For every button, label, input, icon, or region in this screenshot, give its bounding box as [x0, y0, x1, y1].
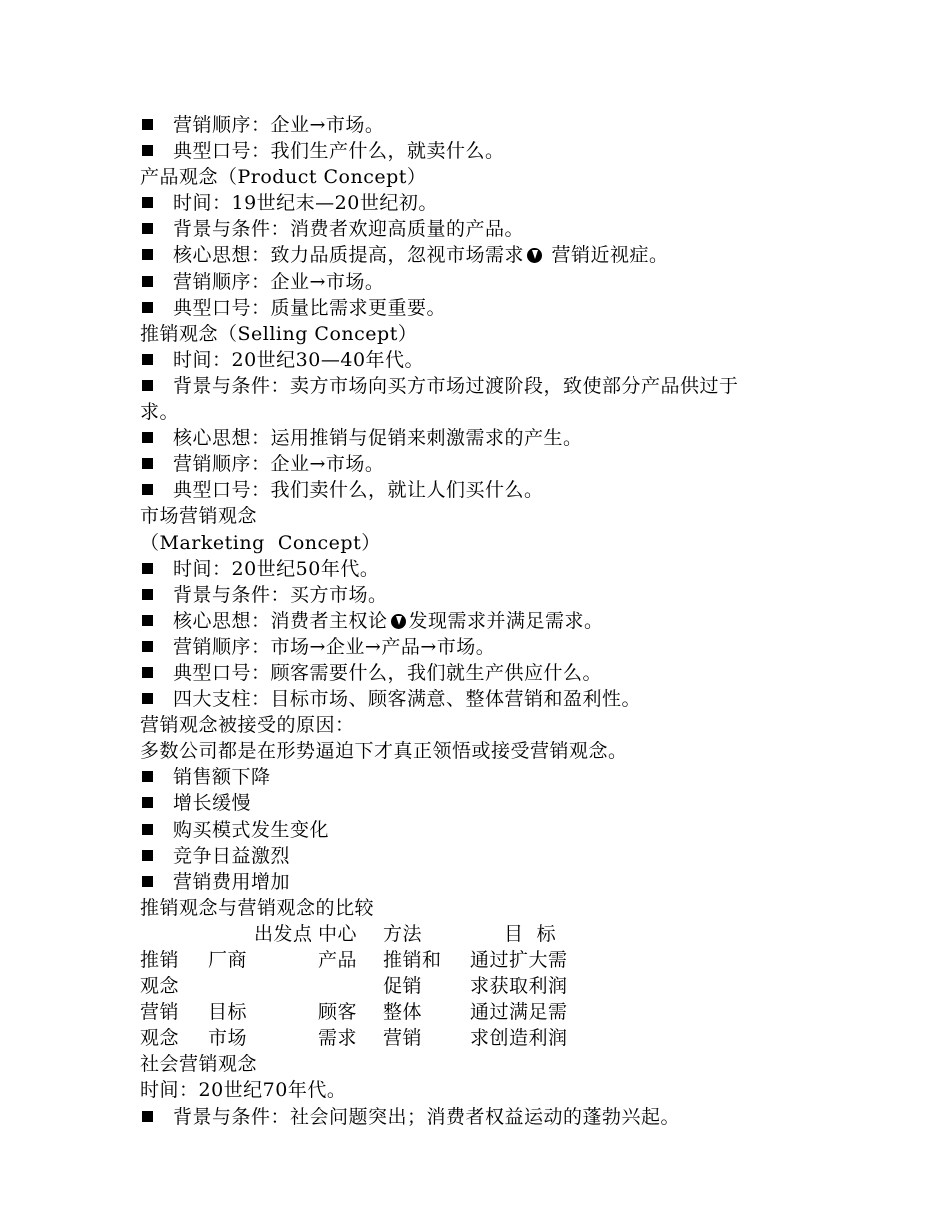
bullet-item — [140, 112, 840, 138]
text-line — [140, 1051, 840, 1077]
bullet-item — [140, 269, 840, 295]
line-text: 推销观念（Selling Concept） — [140, 322, 418, 345]
bullet-item — [140, 582, 840, 608]
down-arrow-circle-icon — [527, 248, 542, 263]
line-text: 典型口号：我们生产什么，就卖什么。 — [173, 140, 505, 163]
square-bullet-icon — [142, 249, 153, 260]
line-text: 市场营销观念 — [140, 505, 258, 528]
bullet-item — [140, 451, 840, 477]
square-bullet-icon — [142, 432, 153, 443]
bullet-item — [140, 216, 840, 242]
square-bullet-icon — [142, 693, 153, 704]
line-text: 发现需求并满足需求。 — [408, 609, 604, 632]
line-text: 营销顺序：企业→市场。 — [173, 270, 385, 293]
comparison-header-cell — [140, 921, 208, 947]
bullet-item — [140, 608, 840, 634]
line-text: 背景与条件：卖方市场向买方市场过渡阶段，致使部分产品供过于 — [173, 374, 739, 397]
square-bullet-icon — [142, 380, 153, 391]
line-text: 产品观念（Product Concept） — [140, 166, 427, 189]
line-text: 背景与条件：消费者欢迎高质量的产品。 — [173, 218, 525, 241]
comparison-cell: 顾客 — [318, 1001, 358, 1024]
bullet-item — [140, 660, 840, 686]
line-text: 核心思想：运用推销与促销来刺激需求的产生。 — [173, 427, 583, 450]
bullet-item — [140, 817, 840, 843]
square-bullet-icon — [142, 484, 153, 495]
line-continuation: 求。 — [140, 401, 180, 424]
square-bullet-icon — [142, 850, 153, 861]
line-text: 时间：19世纪末—20世纪初。 — [173, 192, 438, 215]
square-bullet-icon — [142, 667, 153, 678]
square-bullet-icon — [142, 771, 153, 782]
comparison-row — [140, 1025, 644, 1051]
bullet-item — [140, 1104, 840, 1130]
comparison-row — [140, 947, 644, 973]
line-text: 营销观念被接受的原因： — [140, 714, 355, 737]
comparison-cell: 通过扩大需 — [470, 949, 568, 971]
comparison-cell: 推销 — [140, 949, 180, 971]
square-bullet-icon — [142, 302, 153, 313]
square-bullet-icon — [142, 276, 153, 287]
square-bullet-icon — [142, 145, 153, 156]
line-text: 营销顺序：企业→市场。 — [173, 114, 385, 136]
square-bullet-icon — [142, 223, 153, 234]
square-bullet-icon — [142, 354, 153, 365]
line-text: 竞争日益激烈 — [173, 844, 291, 867]
text-line — [140, 712, 840, 738]
bullet-item — [140, 373, 840, 399]
square-bullet-icon — [142, 824, 153, 835]
text-line — [140, 1077, 840, 1103]
comparison-row — [140, 973, 644, 999]
line-text: （Marketing Concept） — [140, 531, 381, 554]
bullet-item — [140, 556, 840, 582]
tail-lines — [140, 1051, 840, 1129]
line-text: 营销顺序：企业→市场。 — [173, 453, 385, 476]
comparison-cell: 营销 — [140, 1001, 180, 1024]
comparison-cell: 促销 — [383, 975, 423, 998]
line-text: 背景与条件：买方市场。 — [173, 583, 388, 606]
comparison-cell: 求获取利润 — [470, 975, 568, 998]
line-text: 背景与条件：社会问题突出；消费者权益运动的蓬勃兴起。 — [173, 1105, 681, 1128]
line-text: 多数公司都是在形势逼迫下才真正领悟或接受营销观念。 — [140, 740, 628, 763]
bullet-item — [140, 190, 840, 216]
bullet-item — [140, 242, 840, 268]
comparison-cell: 推销和 — [383, 949, 442, 971]
comparison-header-row — [140, 921, 644, 947]
bullet-item — [140, 686, 840, 712]
comparison-header-cell: 出发点 — [254, 922, 313, 945]
line-text: 典型口号：质量比需求更重要。 — [173, 296, 447, 319]
comparison-cell: 观念 — [140, 1027, 180, 1050]
text-line — [140, 738, 840, 764]
line-text: 时间：20世纪30—40年代。 — [173, 348, 425, 371]
comparison-header-cell: 目 标 — [504, 922, 557, 945]
square-bullet-icon — [142, 641, 153, 652]
comparison-cell: 营销 — [383, 1027, 423, 1050]
square-bullet-icon — [142, 589, 153, 600]
line-text: 营销费用增加 — [173, 870, 291, 893]
down-arrow-circle-icon — [391, 614, 406, 629]
bullet-item — [140, 425, 840, 451]
line-text: 营销近视症。 — [545, 244, 669, 267]
line-text: 购买模式发生变化 — [173, 818, 330, 841]
comparison-cell: 整体 — [383, 1001, 423, 1024]
bullet-item — [140, 790, 840, 816]
comparison-cell: 产品 — [318, 949, 358, 971]
line-text: 典型口号：顾客需要什么，我们就生产供应什么。 — [173, 661, 603, 684]
square-bullet-icon — [142, 876, 153, 887]
line-text: 增长缓慢 — [173, 792, 252, 815]
bullet-item — [140, 477, 840, 503]
comparison-cell — [318, 973, 383, 999]
comparison-cell: 市场 — [208, 1027, 248, 1050]
comparison-row — [140, 999, 644, 1025]
bullet-item — [140, 869, 840, 895]
line-text: 营销顺序：市场→企业→产品→市场。 — [173, 635, 496, 658]
comparison-cell: 求创造利润 — [470, 1027, 568, 1050]
bullet-item — [140, 347, 840, 373]
text-line — [140, 503, 840, 529]
line-text: 时间：20世纪70年代。 — [140, 1079, 347, 1102]
comparison-cell: 需求 — [318, 1027, 358, 1050]
bullet-item — [140, 138, 840, 164]
line-text: 社会营销观念 — [140, 1053, 258, 1076]
line-text: 推销观念与营销观念的比较 — [140, 896, 375, 919]
bullet-item — [140, 295, 840, 321]
text-line — [140, 530, 840, 556]
comparison-header-cell: 方法 — [383, 922, 423, 945]
square-bullet-icon — [142, 197, 153, 208]
line-text: 核心思想：致力品质提高，忽视市场需求 — [173, 244, 525, 267]
comparison-table — [140, 921, 644, 1051]
comparison-header-cell: 中心 — [318, 922, 358, 945]
square-bullet-icon — [142, 797, 153, 808]
text-lines — [140, 112, 840, 921]
comparison-cell — [208, 973, 318, 999]
comparison-cell: 目标 — [208, 1001, 248, 1024]
square-bullet-icon — [142, 119, 153, 130]
line-text: 核心思想：消费者主权论 — [173, 609, 388, 632]
bullet-item — [140, 843, 840, 869]
text-line — [140, 895, 840, 921]
square-bullet-icon — [142, 615, 153, 626]
line-text: 典型口号：我们卖什么，就让人们买什么。 — [173, 479, 544, 502]
text-line — [140, 321, 840, 347]
square-bullet-icon — [142, 563, 153, 574]
bullet-item — [140, 764, 840, 790]
text-line — [140, 164, 840, 190]
comparison-cell: 观念 — [140, 975, 180, 998]
document-body — [140, 112, 840, 1130]
line-text: 销售额下降 — [173, 766, 271, 789]
line-text: 四大支柱：目标市场、顾客满意、整体营销和盈利性。 — [173, 688, 642, 711]
line-text: 时间：20世纪50年代。 — [173, 557, 380, 580]
bullet-item — [140, 634, 840, 660]
comparison-cell: 通过满足需 — [470, 1001, 568, 1024]
square-bullet-icon — [142, 1111, 153, 1122]
comparison-cell: 厂商 — [208, 949, 248, 971]
square-bullet-icon — [142, 458, 153, 469]
